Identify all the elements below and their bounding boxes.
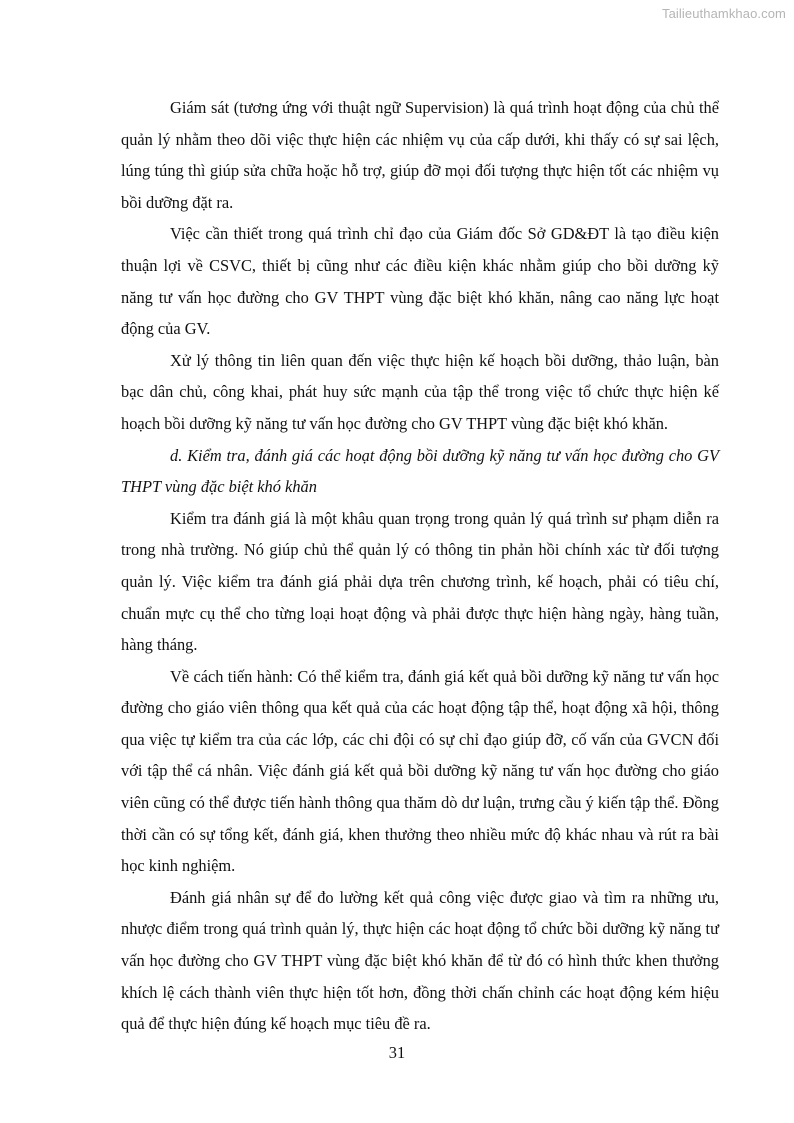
section-heading-d: d. Kiểm tra, đánh giá các hoạt động bồi dưỡng kỹ năng tư vấn học đường cho GV THPT vùng đặc biệt khó khăn [121, 445, 719, 497]
paragraph-information-processing: Xử lý thông tin liên quan đến việc thực hiện kế hoạch bồi dưỡng, thảo luận, bàn bạc dân chủ, công khai, phát huy sức mạnh của tập thể trong việc tổ chức thực hiện kế hoạch bồi dưỡng kỹ năng tư vấn học đường cho GV THPT vùng đặc biệt khó khăn. [121, 350, 719, 433]
paragraph-personnel-evaluation: Đánh giá nhân sự để đo lường kết quả công việc được giao và tìm ra những ưu, nhược điểm trong quá trình quản lý, thực hiện các hoạt động tổ chức bồi dưỡng kỹ năng tư vấn học đường cho GV THPT vùng đặc biệt khó khăn để từ đó có hình thức khen thưởng khích lệ cách thành viên thực hiện tốt hơn, đồng thời chấn chỉnh các hoạt động kém hiệu quả để thực hiện đúng kế hoạch mục tiêu đề ra. [121, 887, 719, 1034]
page-number: 31 [388, 1043, 406, 1062]
document-body [121, 92, 719, 1040]
paragraph-supervision: Giám sát (tương ứng với thuật ngữ Supervision) là quá trình hoạt động của chủ thể quản lý nhằm theo dõi việc thực hiện các nhiệm vụ của cấp dưới, khi thấy có sự sai lệch, lúng túng thì giúp sửa chữa hoặc hỗ trợ, giúp đỡ mọi đối tượng thực hiện tốt các nhiệm vụ bồi dưỡng đặt ra. [121, 98, 719, 212]
paragraph-direction: Việc cần thiết trong quá trình chỉ đạo của Giám đốc Sở GD&ĐT là tạo điều kiện thuận lợi về CSVC, thiết bị cũng như các điều kiện khác nhằm giúp cho bồi dưỡng kỹ năng tư vấn học đường cho GV THPT vùng đặc biệt khó khăn, nâng cao năng lực hoạt động của GV. [121, 224, 719, 339]
paragraph-method: Về cách tiến hành: Có thể kiểm tra, đánh giá kết quả bồi dưỡng kỹ năng tư vấn học đường cho giáo viên thông qua kết quả của các hoạt động tập thể, hoạt động xã hội, thông qua việc tự kiểm tra của các lớp, các chi đội có sự chỉ đạo giúp đỡ, cố vấn của GVCN đối với tập thể cá nhân. Việc đánh giá kết quả bồi dưỡng kỹ năng tư vấn học đường cho giáo viên cũng có thể được tiến hành thông qua thăm dò dư luận, trưng cầu ý kiến tập thể. Đồng thời cần có sự tổng kết, đánh giá, khen thưởng theo nhiều mức độ khác nhau và rút ra bài học kinh nghiệm. [121, 666, 719, 876]
paragraph-assessment: Kiểm tra đánh giá là một khâu quan trọng trong quản lý quá trình sư phạm diễn ra trong nhà trường. Nó giúp chủ thể quản lý có thông tin phản hồi chính xác từ đối tượng quản lý. Việc kiểm tra đánh giá phải dựa trên chương trình, kế hoạch, phải có tiêu chí, chuẩn mực cụ thể cho từng loại hoạt động và phải được thực hiện hàng ngày, hàng tuần, hàng tháng. [121, 508, 719, 655]
watermark-text: Tailieuthamkhao.com [661, 6, 786, 21]
